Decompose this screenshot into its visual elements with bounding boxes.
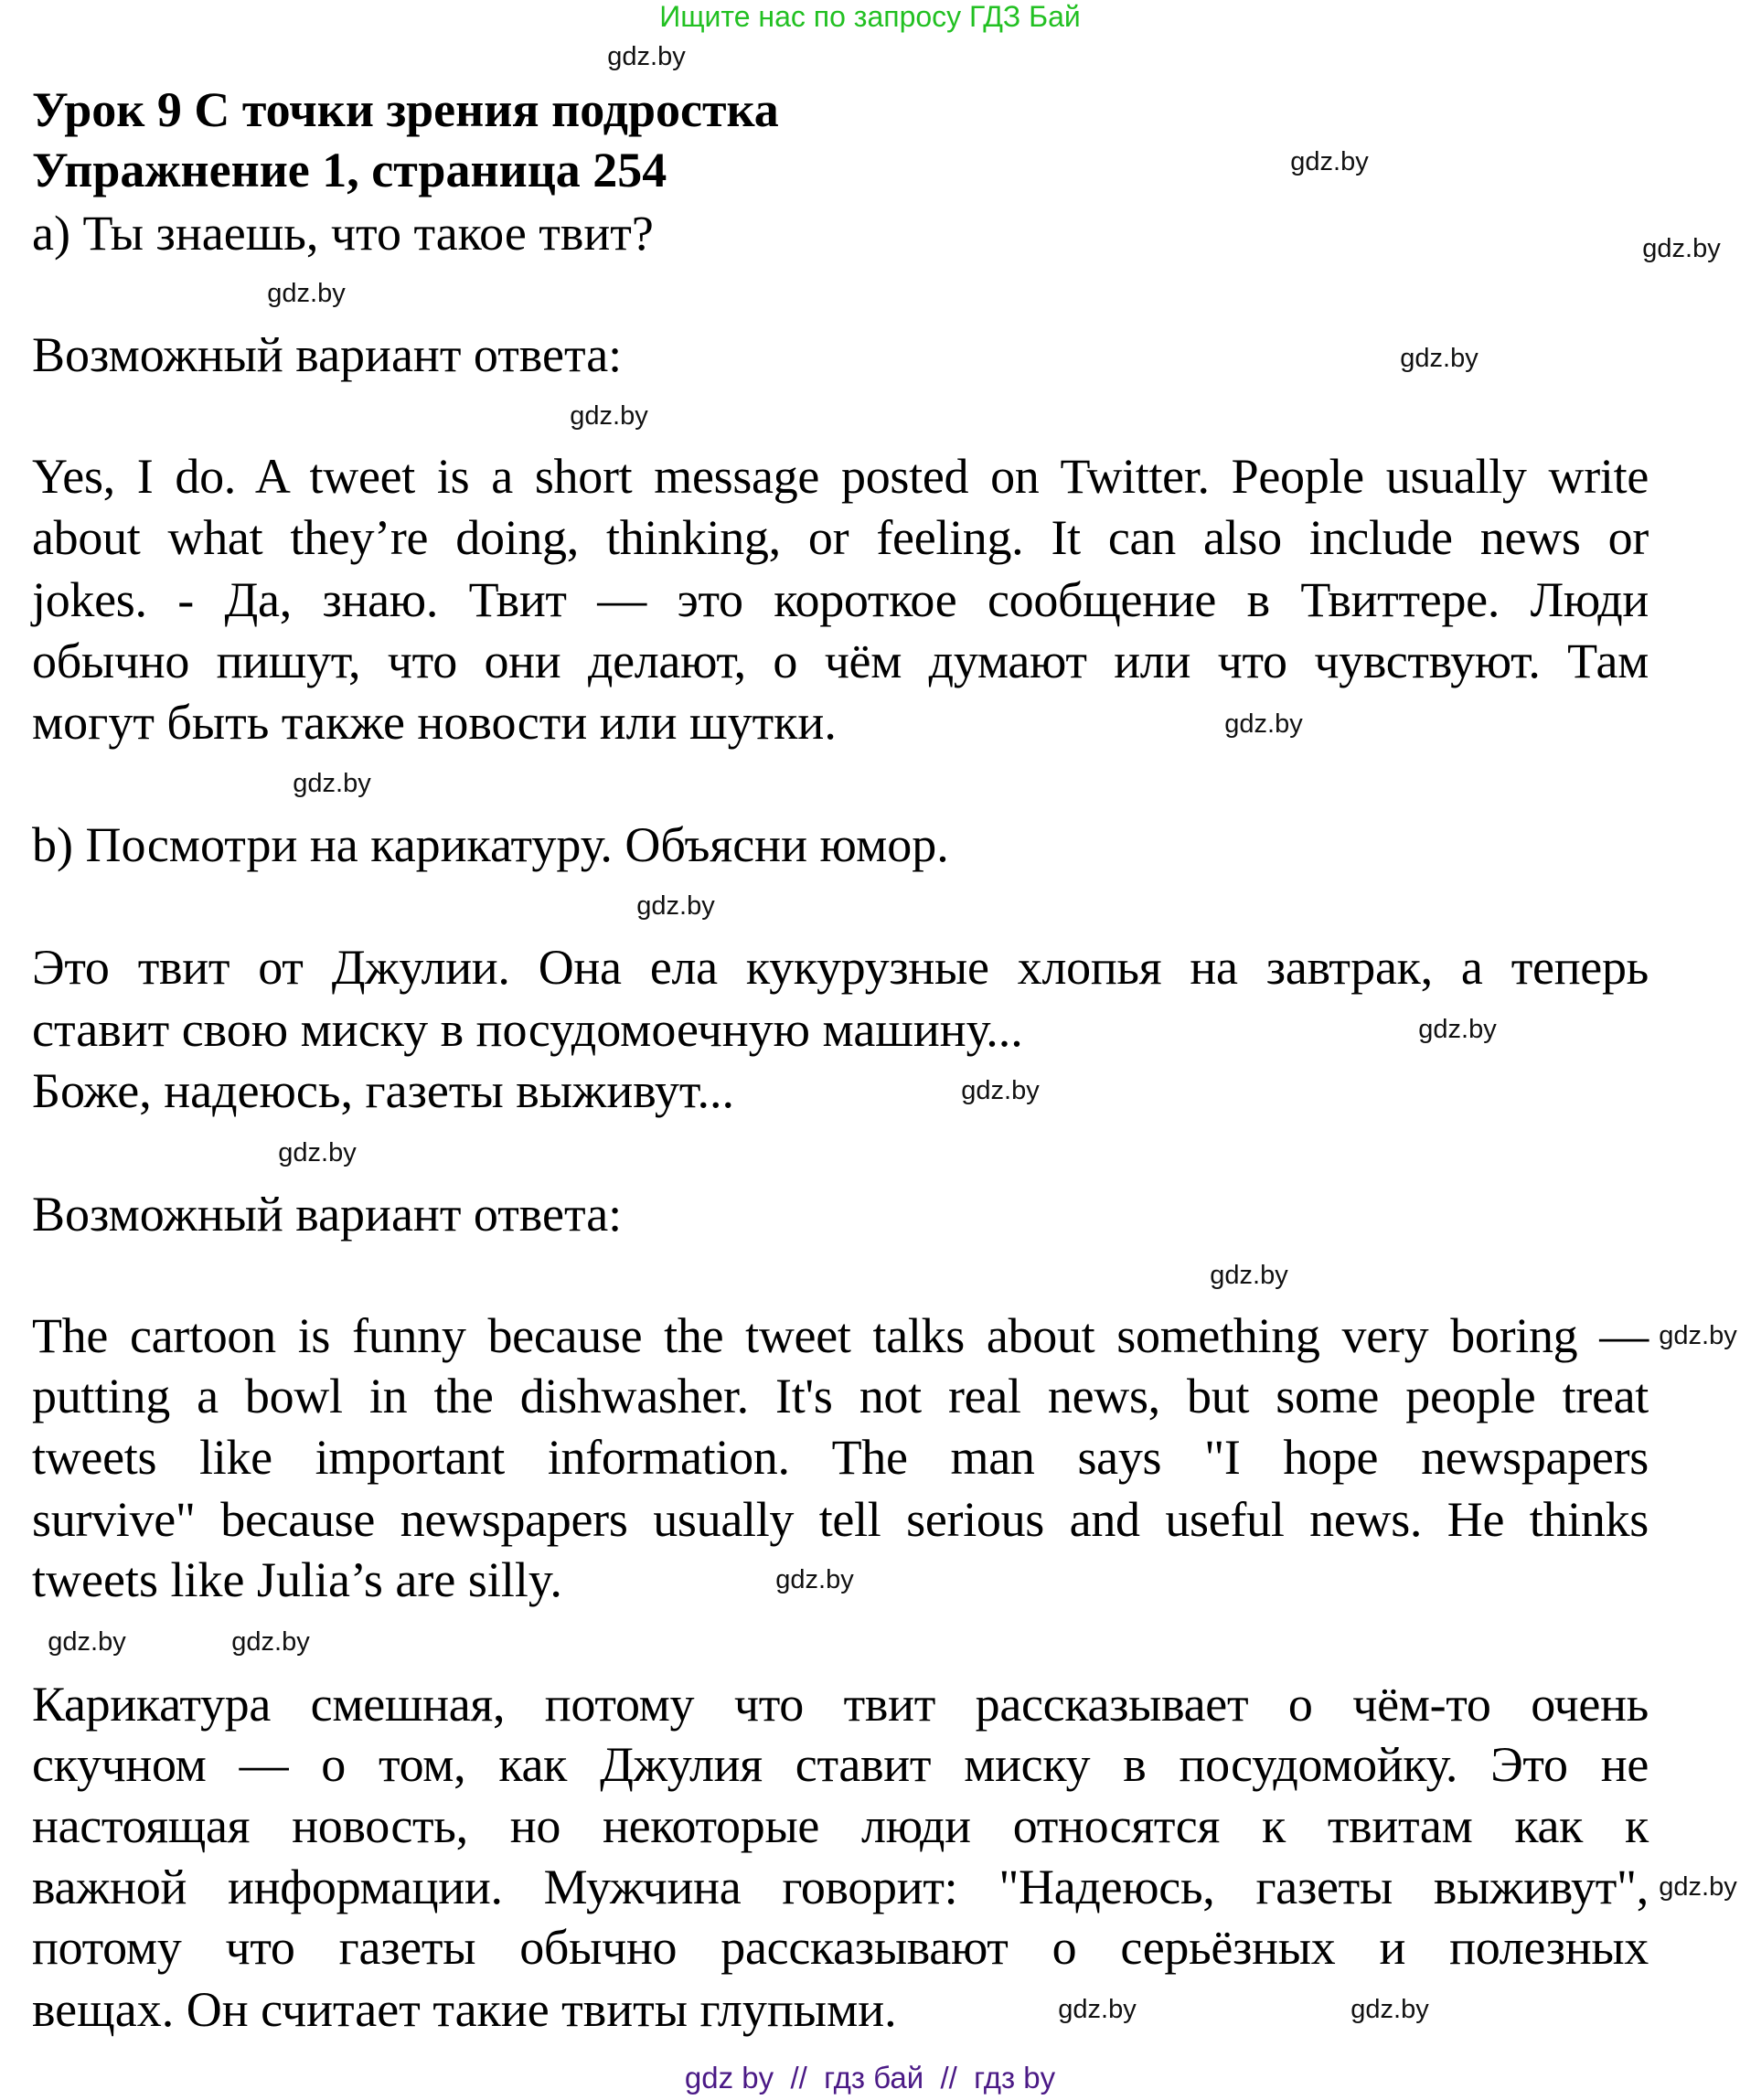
watermark: gdz.by (1350, 1995, 1429, 2024)
watermark: gdz.by (961, 1076, 1040, 1105)
watermark: gdz.by (1210, 1261, 1288, 1290)
watermark: gdz.by (1642, 234, 1721, 263)
watermark: gdz.by (775, 1565, 854, 1594)
cartoon-line: Боже, надеюсь, газеты выживут... (32, 1063, 734, 1118)
answer-a-line: about what they’re doing, thinking, or feeling. It can also include news or (32, 510, 1649, 565)
question-b: b) Посмотри на карикатуру. Объясни юмор. (32, 817, 949, 872)
cartoon-line: Это твит от Джулии. Она ела кукурузные хлопья на завтрак, а теперь (32, 940, 1649, 995)
watermark: gdz.by (1400, 344, 1478, 373)
answer-b-en-line: tweets like Julia’s are silly. (32, 1552, 562, 1607)
watermark: gdz.by (1659, 1321, 1737, 1350)
answer-b-ru-line: скучном — о том, как Джулия ставит миску в посудомойку. Это не (32, 1737, 1649, 1792)
question-a: a) Ты знаешь, что такое твит? (32, 206, 654, 261)
watermark: gdz.by (607, 42, 686, 71)
answer-b-en-line: tweets like important information. The man says "I hope newspapers (32, 1430, 1649, 1485)
answer-b-ru-line: потому что газеты обычно рассказывают о серьёзных и полезных (32, 1920, 1649, 1975)
answer-a-line: могут быть также новости или шутки. (32, 695, 837, 750)
answer-label: Возможный вариант ответа: (32, 1187, 623, 1242)
lesson-title: Урок 9 С точки зрения подростка (32, 82, 779, 137)
answer-b-en-line: survive" because newspapers usually tell serious and useful news. He thinks (32, 1492, 1649, 1547)
watermark: gdz.by (293, 769, 371, 798)
exercise-title: Упражнение 1, страница 254 (32, 143, 667, 197)
watermark: gdz.by (1659, 1872, 1737, 1902)
answer-b-en-line: putting a bowl in the dishwasher. It's not real news, but some people treat (32, 1369, 1649, 1423)
watermark: gdz.by (48, 1627, 126, 1657)
answer-a-line: Yes, I do. A tweet is a short message posted on Twitter. People usually write (32, 449, 1649, 504)
watermark: gdz.by (267, 279, 346, 308)
watermark: gdz.by (231, 1627, 310, 1657)
answer-b-en-line: The cartoon is funny because the tweet talks about something very boring — (32, 1308, 1649, 1363)
watermark: gdz.by (636, 891, 715, 921)
answer-b-ru-line: настоящая новость, но некоторые люди относятся к твитам как к (32, 1798, 1649, 1853)
watermark: gdz.by (1224, 709, 1303, 739)
search-banner: Ищите нас по запросу ГДЗ Бай (659, 0, 1081, 33)
watermark: gdz.by (1418, 1015, 1497, 1044)
answer-b-ru-line: важной информации. Мужчина говорит: "Надеюсь, газеты выживут", (32, 1860, 1649, 1914)
answer-label: Возможный вариант ответа: (32, 327, 623, 382)
watermark: gdz.by (1058, 1995, 1137, 2024)
watermark: gdz.by (1290, 147, 1369, 176)
cartoon-line: ставит свою миску в посудомоечную машину... (32, 1002, 1023, 1057)
answer-b-ru-line: Карикатура смешная, потому что твит рассказывает о чём-то очень (32, 1677, 1649, 1732)
watermark: gdz.by (278, 1138, 357, 1167)
footer-links: gdz by // гдз бай // гдз by (684, 2061, 1056, 2095)
answer-b-ru-line: вещах. Он считает такие твиты глупыми. (32, 1982, 897, 2037)
answer-a-line: обычно пишут, что они делают, о чём думают или что чувствуют. Там (32, 634, 1649, 688)
answer-a-line: jokes. - Да, знаю. Твит — это короткое сообщение в Твиттере. Люди (32, 572, 1649, 627)
watermark: gdz.by (570, 401, 648, 431)
